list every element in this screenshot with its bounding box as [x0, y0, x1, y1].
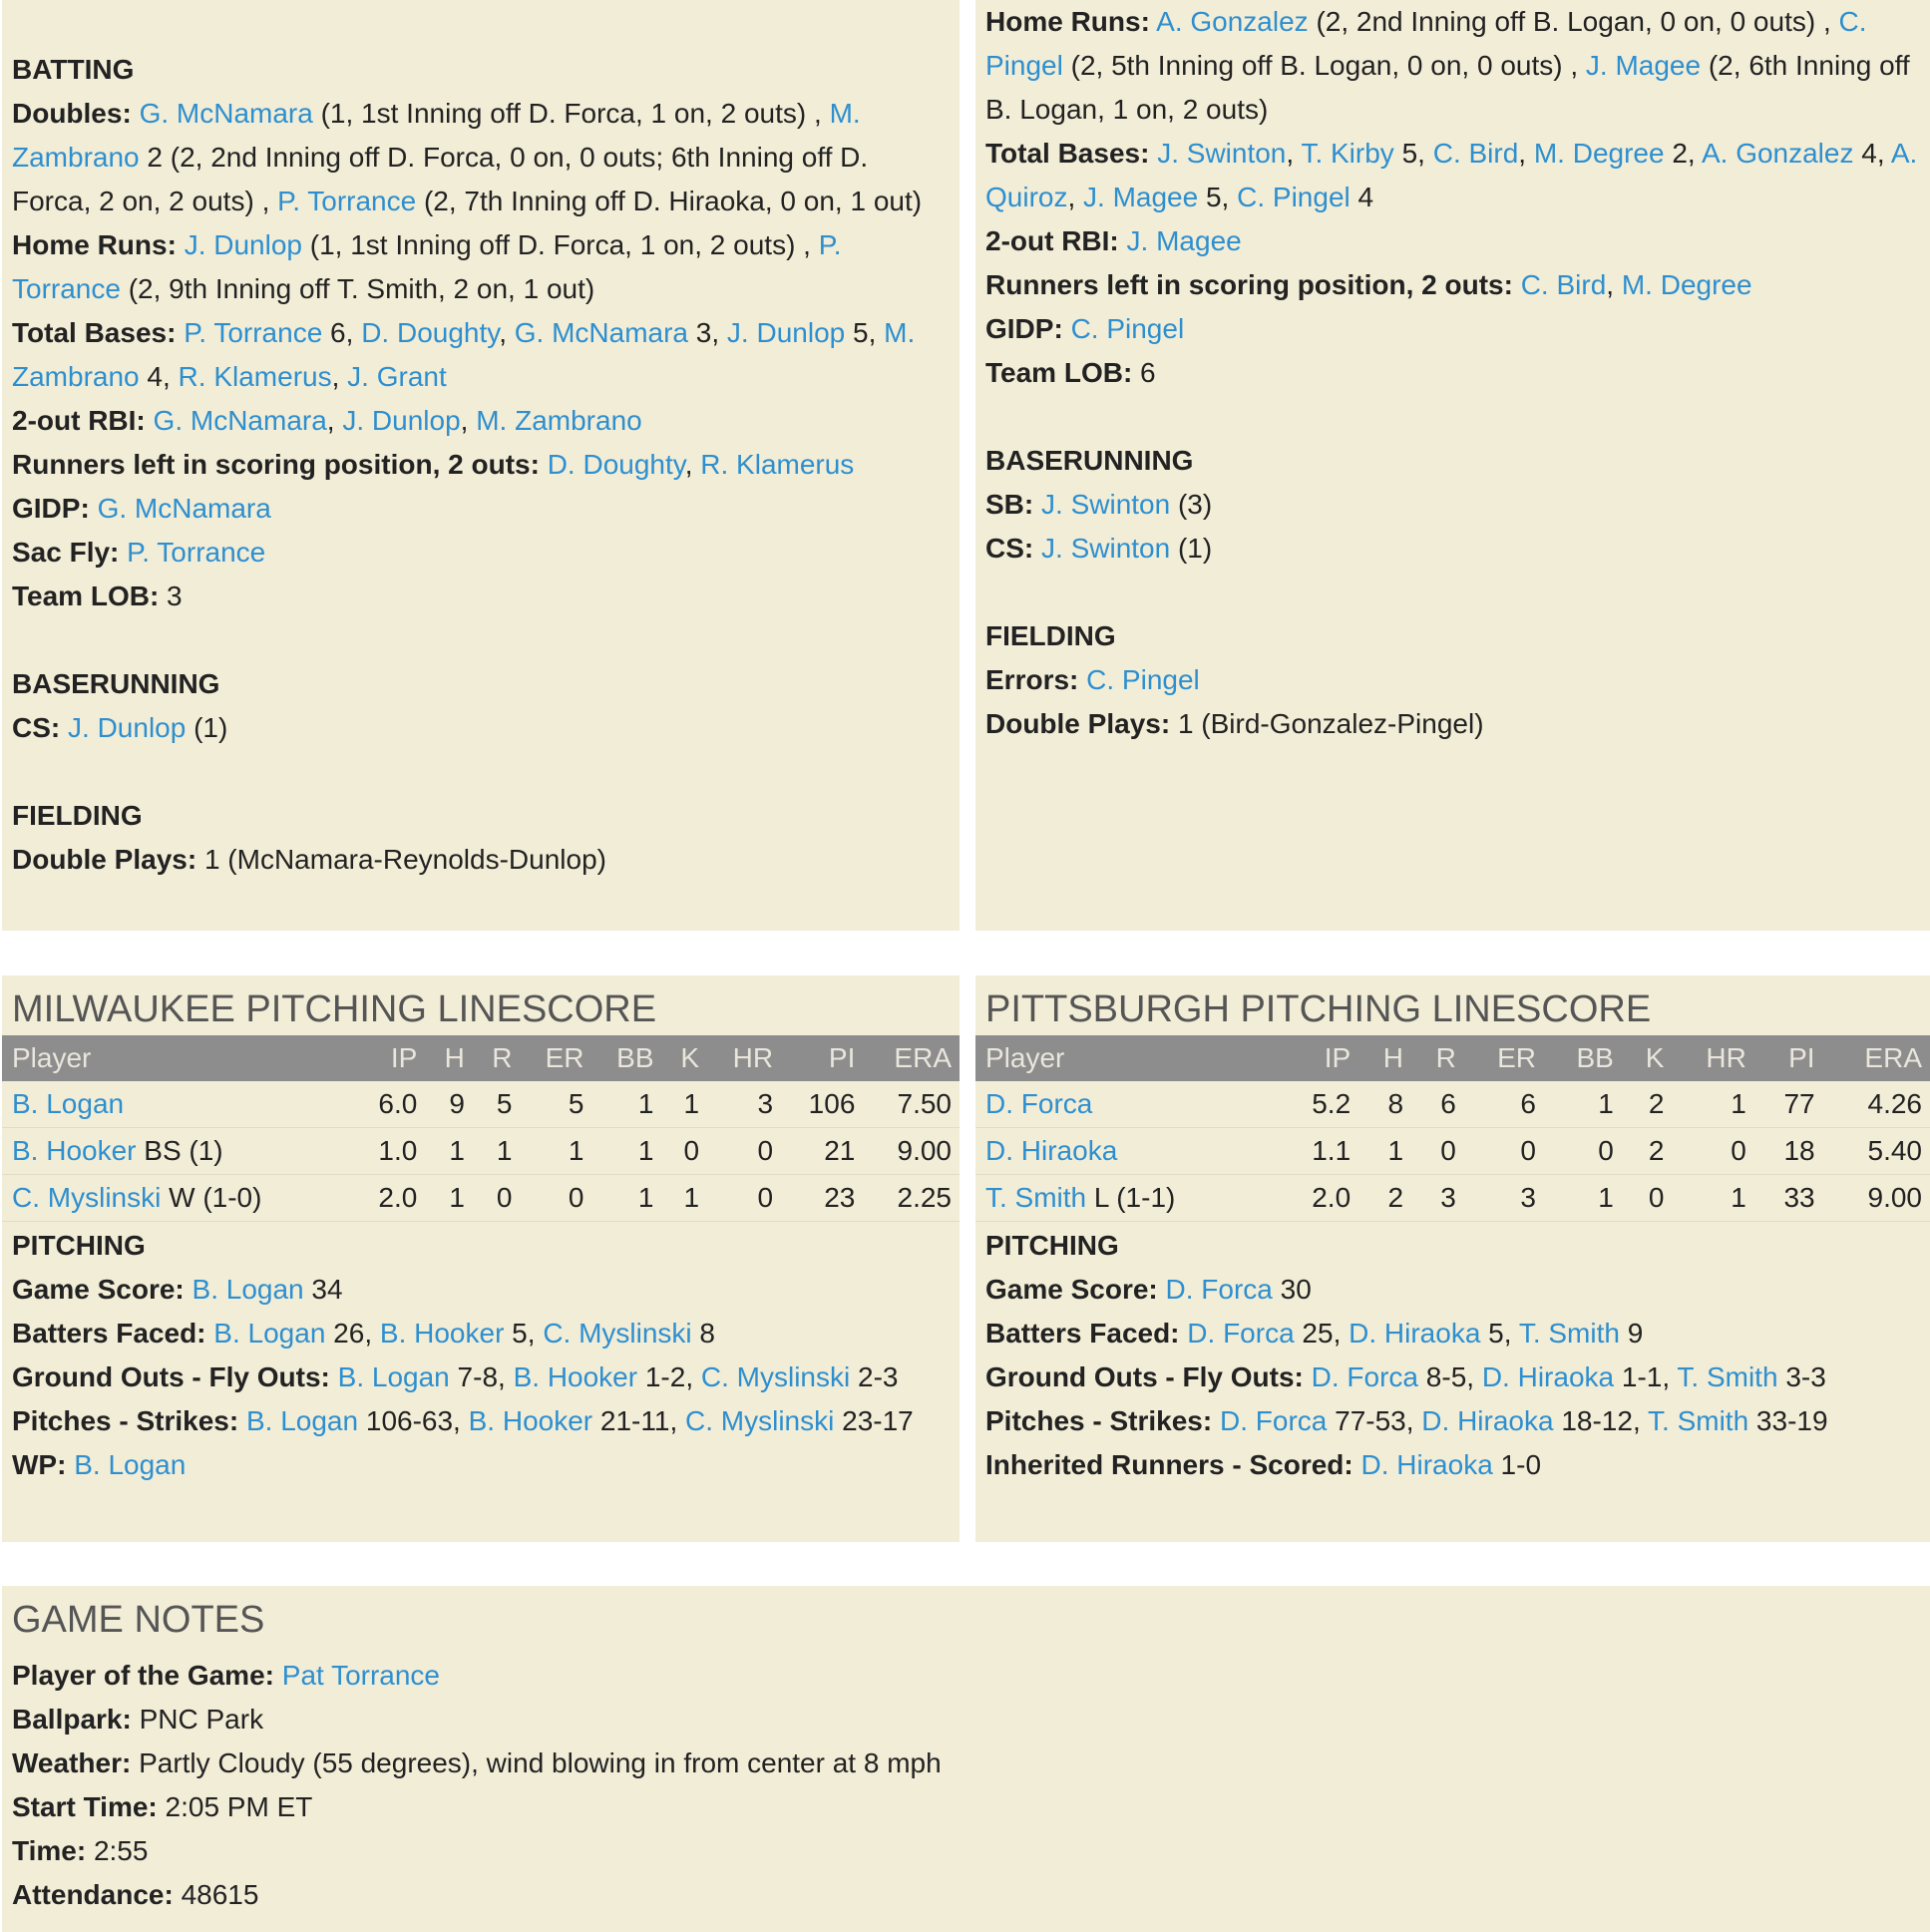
stat-cell: 106 — [781, 1081, 863, 1128]
team-lob-line: Team LOB: 6 — [985, 357, 1156, 388]
pitches-strikes-line: Pitches - Strikes: B. Logan 106-63, B. Hooker 21-11, C. Myslinski 23-17 — [12, 1405, 914, 1436]
pittsburgh-pitching-panel — [975, 975, 1930, 1542]
player-link[interactable]: T. Smith — [985, 1182, 1087, 1213]
player-cell — [975, 1175, 1279, 1222]
player-link[interactable]: J. Dunlop — [342, 405, 461, 436]
player-link[interactable]: B. Logan — [192, 1274, 304, 1305]
player-link[interactable]: T. Smith — [1677, 1361, 1778, 1392]
stat-cell: 6.0 — [353, 1081, 425, 1128]
two-out-rbi-list — [154, 405, 642, 436]
stat-cell: 1.0 — [353, 1128, 425, 1175]
stat-cell: 9.00 — [1823, 1175, 1930, 1222]
pittsburgh-pitching-title: PITTSBURGH PITCHING LINESCORE — [985, 988, 1652, 1030]
rlisp-list — [548, 449, 855, 480]
go-fo-list — [1312, 1361, 1826, 1392]
player-link[interactable]: J. Grant — [347, 361, 447, 392]
go-fo-line: Ground Outs - Fly Outs: D. Forca 8-5, D. Hiraoka 1-1, T. Smith 3-3 — [985, 1361, 1826, 1392]
home-runs-line: Home Runs: A. Gonzalez (2, 2nd Inning off B. Logan, 0 on, 0 outs) , C. Pingel (2, 5th Inning off B. Logan, 0 on, 0 outs) , J. Magee (2, 6th Inning off B. Logan, 1 on, 2 outs) — [985, 6, 1918, 125]
decision-note: BS (1) — [136, 1135, 223, 1166]
stat-cell: 1 — [1544, 1081, 1622, 1128]
game-score-list — [193, 1274, 343, 1305]
player-link[interactable]: B. Hooker — [12, 1135, 137, 1166]
rlisp-list — [1521, 269, 1752, 300]
stat-cell: 1 — [1672, 1081, 1753, 1128]
player-link[interactable]: J. Magee — [1126, 225, 1242, 256]
player-link[interactable]: R. Klamerus — [178, 361, 332, 392]
stat-cell: 5.2 — [1279, 1081, 1358, 1128]
doubles-line: Doubles: G. McNamara (1, 1st Inning off D. Forca, 1 on, 2 outs) , M. Zambrano 2 (2, 2nd Inning off D. Forca, 0 on, 0 outs; 6th Inning off D. Forca, 2 on, 2 outs) , P. Torrance (2, 7th Inning off D. Hiraoka, 0 on, 1 out) — [12, 98, 923, 216]
stat-text: 25, — [1294, 1318, 1350, 1349]
player-link[interactable]: B. Hooker — [513, 1361, 638, 1392]
player-link[interactable]: T. Kirby — [1301, 138, 1394, 169]
player-link[interactable]: C. Myslinski — [12, 1182, 162, 1213]
stat-text: 106-63, — [358, 1405, 469, 1436]
player-link[interactable]: B. Logan — [337, 1361, 450, 1392]
decision-note: W (1-0) — [161, 1182, 262, 1213]
player-link[interactable]: D. Hiraoka — [1349, 1318, 1481, 1349]
stat-cell: 23 — [781, 1175, 863, 1222]
pitching-heading: PITCHING — [985, 1230, 1119, 1261]
batters-faced-list — [213, 1318, 715, 1349]
player-link[interactable]: D. Hiraoka — [1481, 1361, 1615, 1392]
player-link[interactable]: A. Gonzalez — [1156, 6, 1309, 37]
pittsburgh-pitching-rows — [975, 1081, 1930, 1222]
column-header: HR — [707, 1035, 781, 1081]
baserunning-heading: BASERUNNING — [12, 668, 220, 699]
stat-cell: 1 — [591, 1081, 661, 1128]
player-link[interactable]: D. Hiraoka — [985, 1135, 1118, 1166]
stat-text: (2, 2nd Inning off B. Logan, 0 on, 0 outs) , — [1308, 6, 1839, 37]
two-out-rbi-line: 2-out RBI: J. Magee — [985, 225, 1242, 256]
stat-text: (1, 1st Inning off D. Forca, 1 on, 2 outs) , — [312, 98, 830, 129]
baserunning-heading: BASERUNNING — [985, 445, 1194, 476]
stat-cell: 9.00 — [863, 1128, 960, 1175]
stat-text: 2-3 — [850, 1361, 899, 1392]
stat-cell: 1 — [425, 1175, 473, 1222]
home-runs-line: Home Runs: J. Dunlop (1, 1st Inning off D. Forca, 1 on, 2 outs) , P. Torrance (2, 9th Inning off T. Smith, 2 on, 1 out) — [12, 229, 842, 304]
player-cell — [975, 1128, 1279, 1175]
stat-text: 1-1, — [1614, 1361, 1678, 1392]
player-link[interactable]: J. Dunlop — [726, 317, 846, 348]
stat-cell: 18 — [1754, 1128, 1823, 1175]
pittsburgh-pitching-table — [975, 1035, 1930, 1222]
stat-text: 2 (2, 2nd Inning off D. Forca, 0 on, 0 outs; 6th Inning off D. Forca, 2 on, 2 outs) , — [12, 142, 876, 216]
stat-text: , — [1067, 182, 1084, 212]
column-header: ERA — [1823, 1035, 1930, 1081]
stat-cell: 3 — [1464, 1175, 1544, 1222]
stat-text: 5, — [1480, 1318, 1519, 1349]
stat-text: 4 — [1350, 182, 1374, 212]
player-link[interactable]: J. Swinton — [1157, 138, 1287, 169]
start-time-line: Start Time: 2:05 PM ET — [12, 1791, 313, 1822]
table-header-row — [975, 1035, 1930, 1081]
batters-faced-line: Batters Faced: B. Logan 26, B. Hooker 5, C. Myslinski 8 — [12, 1318, 716, 1349]
milwaukee-pitching-table — [2, 1035, 960, 1222]
player-link[interactable]: G. McNamara — [97, 493, 271, 524]
stat-cell: 2 — [1358, 1175, 1411, 1222]
batters-faced-line: Batters Faced: D. Forca 25, D. Hiraoka 5, T. Smith 9 — [985, 1318, 1644, 1349]
double-plays-line: Double Plays: 1 (Bird-Gonzalez-Pingel) — [985, 708, 1484, 739]
stat-text: 2, — [1664, 138, 1702, 169]
player-link[interactable]: D. Hiraoka — [1421, 1405, 1554, 1436]
attendance-line: Attendance: 48615 — [12, 1879, 259, 1910]
rlisp-line: Runners left in scoring position, 2 outs: D. Doughty, R. Klamerus — [12, 449, 855, 480]
stat-cell: 1 — [662, 1175, 708, 1222]
stat-text: , — [499, 317, 515, 348]
stat-text: 77-53, — [1327, 1405, 1422, 1436]
inherited-runners-list — [1361, 1449, 1542, 1480]
column-header: ER — [1464, 1035, 1544, 1081]
double-plays-line: Double Plays: 1 (McNamara-Reynolds-Dunlop) — [12, 844, 606, 875]
player-link[interactable]: B. Hooker — [379, 1318, 505, 1349]
game-time-line: Time: 2:55 — [12, 1835, 149, 1866]
player-link[interactable]: P. Torrance — [184, 317, 323, 348]
stat-text: 8-5, — [1418, 1361, 1482, 1392]
player-link[interactable]: D. Doughty — [361, 317, 500, 348]
milwaukee-box-notes-panel — [2, 0, 960, 931]
player-link[interactable]: D. Forca — [1311, 1361, 1419, 1392]
go-fo-list — [338, 1361, 899, 1392]
player-link[interactable]: J. Dunlop — [184, 229, 302, 260]
stat-text: 5, — [504, 1318, 544, 1349]
stat-text: 7-8, — [449, 1361, 514, 1392]
fielding-heading: FIELDING — [12, 800, 143, 831]
stat-text: 5, — [1393, 138, 1433, 169]
player-link[interactable]: C. Myslinski — [700, 1361, 851, 1392]
stat-cell: 0 — [707, 1128, 781, 1175]
stat-cell: 1 — [1672, 1175, 1753, 1222]
player-link[interactable]: Pat Torrance — [281, 1660, 441, 1691]
stat-text: 33-19 — [1748, 1405, 1828, 1436]
game-notes-panel — [2, 1586, 1930, 1932]
stat-cell: 9 — [425, 1081, 473, 1128]
player-link[interactable]: G. McNamara — [139, 98, 313, 129]
stat-cell: 2.0 — [1279, 1175, 1358, 1222]
table-row — [2, 1175, 960, 1222]
game-score-line: Game Score: B. Logan 34 — [12, 1274, 343, 1305]
player-link[interactable]: M. Zambrano — [12, 317, 916, 392]
wild-pitch-list — [74, 1449, 186, 1480]
column-header: BB — [1544, 1035, 1622, 1081]
player-cell — [2, 1128, 353, 1175]
player-link[interactable]: D. Forca — [1219, 1405, 1328, 1436]
stat-cell: 1 — [1544, 1175, 1622, 1222]
player-link[interactable]: J. Magee — [1585, 50, 1702, 81]
player-link[interactable]: C. Myslinski — [543, 1318, 692, 1349]
stat-text: 34 — [303, 1274, 343, 1305]
player-link[interactable]: B. Logan — [74, 1449, 187, 1480]
player-link[interactable]: C. Pingel — [985, 6, 1867, 81]
pitches-strikes-list — [1220, 1405, 1828, 1436]
player-link[interactable]: P. Torrance — [277, 186, 417, 216]
stat-cell: 1 — [473, 1128, 521, 1175]
stat-text: 5, — [845, 317, 885, 348]
stat-cell: 5.40 — [1823, 1128, 1930, 1175]
fielding-heading: FIELDING — [985, 620, 1116, 651]
caught-stealing-line: CS: J. Swinton (1) — [985, 533, 1213, 564]
player-link[interactable]: J. Dunlop — [68, 712, 187, 743]
stat-cell: 21 — [781, 1128, 863, 1175]
stat-text: 6, — [322, 317, 362, 348]
player-link[interactable]: D. Forca — [1165, 1274, 1273, 1305]
game-notes-title: GAME NOTES — [12, 1599, 265, 1641]
stat-text: 8 — [691, 1318, 716, 1349]
stat-text: , — [331, 361, 348, 392]
column-header: Player — [2, 1035, 353, 1081]
stat-cell: 7.50 — [863, 1081, 960, 1128]
milwaukee-pitching-rows — [2, 1081, 960, 1222]
column-header: ERA — [863, 1035, 960, 1081]
gidp-line: GIDP: C. Pingel — [985, 313, 1185, 344]
stat-cell: 3 — [1411, 1175, 1464, 1222]
column-header: PI — [781, 1035, 863, 1081]
player-link[interactable]: A. Quiroz — [985, 138, 1918, 212]
errors-line: Errors: C. Pingel — [985, 664, 1200, 695]
player-link[interactable]: B. Logan — [213, 1318, 326, 1349]
table-row — [975, 1128, 1930, 1175]
column-header: H — [425, 1035, 473, 1081]
player-of-game-line: Player of the Game: Pat Torrance — [12, 1660, 441, 1691]
player-link[interactable]: D. Hiraoka — [1360, 1449, 1493, 1480]
stat-text: , — [684, 449, 701, 480]
stat-cell: 2 — [1622, 1128, 1673, 1175]
stat-text: 4, — [139, 361, 179, 392]
stat-text: 18-12, — [1553, 1405, 1649, 1436]
player-link[interactable]: M. Zambrano — [12, 98, 861, 173]
stat-text: 4, — [1853, 138, 1891, 169]
stat-cell: 0 — [662, 1128, 708, 1175]
stat-text: , — [1518, 138, 1534, 169]
milwaukee-pitching-title: MILWAUKEE PITCHING LINESCORE — [12, 988, 657, 1030]
player-cell — [2, 1175, 353, 1222]
stat-text: (2, 9th Inning off T. Smith, 2 on, 1 out) — [120, 273, 595, 304]
stat-text: , — [1606, 269, 1622, 300]
table-row — [2, 1081, 960, 1128]
player-link[interactable]: C. Bird — [1432, 138, 1519, 169]
player-link[interactable]: B. Hooker — [468, 1405, 593, 1436]
player-cell — [2, 1081, 353, 1128]
stat-cell: 1 — [425, 1128, 473, 1175]
stat-text: , — [326, 405, 343, 436]
player-link[interactable]: C. Myslinski — [685, 1405, 835, 1436]
milwaukee-pitching-panel — [2, 975, 960, 1542]
stat-cell: 0 — [707, 1175, 781, 1222]
stat-cell: 6 — [1464, 1081, 1544, 1128]
player-link[interactable]: C. Pingel — [1237, 182, 1351, 212]
stat-cell: 0 — [1672, 1128, 1753, 1175]
stat-cell: 1 — [591, 1175, 661, 1222]
stat-cell: 2.25 — [863, 1175, 960, 1222]
column-header: PI — [1754, 1035, 1823, 1081]
column-header: ER — [520, 1035, 591, 1081]
table-header-row — [2, 1035, 960, 1081]
stat-cell: 3 — [707, 1081, 781, 1128]
stat-cell: 5 — [520, 1081, 591, 1128]
stat-cell: 0 — [1411, 1128, 1464, 1175]
stat-cell: 2.0 — [353, 1175, 425, 1222]
player-link[interactable]: P. Torrance — [12, 229, 842, 304]
stat-cell: 1 — [591, 1128, 661, 1175]
stat-text: 26, — [325, 1318, 380, 1349]
sac-fly-line: Sac Fly: P. Torrance — [12, 537, 266, 568]
two-out-rbi-line: 2-out RBI: G. McNamara, J. Dunlop, M. Zambrano — [12, 405, 642, 436]
player-link[interactable]: C. Pingel — [1070, 313, 1185, 344]
rlisp-line: Runners left in scoring position, 2 outs: C. Bird, M. Degree — [985, 269, 1752, 300]
batting-heading: BATTING — [12, 54, 135, 85]
stat-text: 3-3 — [1777, 1361, 1826, 1392]
player-link[interactable]: J. Magee — [1083, 182, 1199, 212]
player-link[interactable]: C. Pingel — [1086, 664, 1200, 695]
column-header: K — [1622, 1035, 1673, 1081]
column-header: HR — [1672, 1035, 1753, 1081]
pittsburgh-box-notes-panel — [975, 0, 1930, 931]
stat-text: (2, 7th Inning off D. Hiraoka, 0 on, 1 out) — [416, 186, 923, 216]
stat-text: (1, 1st Inning off D. Forca, 1 on, 2 outs) , — [301, 229, 819, 260]
stat-cell: 4.26 — [1823, 1081, 1930, 1128]
column-header: BB — [591, 1035, 661, 1081]
stat-cell: 77 — [1754, 1081, 1823, 1128]
stat-cell: 1 — [662, 1081, 708, 1128]
stat-text: 3, — [688, 317, 727, 348]
doubles-list — [12, 98, 922, 216]
player-link[interactable]: B. Logan — [245, 1405, 359, 1436]
pitching-heading: PITCHING — [12, 1230, 146, 1261]
batters-faced-list — [1187, 1318, 1643, 1349]
player-link[interactable]: J. Swinton — [1041, 489, 1171, 520]
stat-text: (2, 5th Inning off B. Logan, 0 on, 0 outs) , — [1062, 50, 1586, 81]
player-link[interactable]: D. Forca — [1187, 1318, 1295, 1349]
pitches-strikes-line: Pitches - Strikes: D. Forca 77-53, D. Hiraoka 18-12, T. Smith 33-19 — [985, 1405, 1828, 1436]
team-lob-line: Team LOB: 3 — [12, 580, 183, 611]
column-header: R — [473, 1035, 521, 1081]
gidp-line: GIDP: G. McNamara — [12, 493, 271, 524]
table-row — [975, 1175, 1930, 1222]
player-link[interactable]: T. Smith — [1648, 1405, 1749, 1436]
player-link[interactable]: T. Smith — [1518, 1318, 1620, 1349]
game-score-list — [1166, 1274, 1312, 1305]
stat-text: , — [1286, 138, 1302, 169]
stat-cell: 0 — [520, 1175, 591, 1222]
column-header: IP — [1279, 1035, 1358, 1081]
pitches-strikes-list — [246, 1405, 914, 1436]
player-link[interactable]: D. Doughty — [547, 449, 685, 480]
player-link[interactable]: M. Zambrano — [476, 405, 642, 436]
weather-line: Weather: Partly Cloudy (55 degrees), wind blowing in from center at 8 mph — [12, 1747, 942, 1778]
player-link[interactable]: B. Logan — [12, 1088, 125, 1119]
stat-text: (2, 6th Inning off B. Logan, 1 on, 2 outs) — [985, 50, 1918, 125]
caught-stealing-line: CS: J. Dunlop (1) — [12, 712, 228, 743]
stat-cell: 1 — [520, 1128, 591, 1175]
stat-text: 9 — [1619, 1318, 1644, 1349]
stat-cell: 0 — [1622, 1175, 1673, 1222]
stat-text: 1-0 — [1492, 1449, 1542, 1480]
column-header: R — [1411, 1035, 1464, 1081]
table-row — [2, 1128, 960, 1175]
player-link[interactable]: A. Gonzalez — [1701, 138, 1854, 169]
player-link[interactable]: P. Torrance — [127, 537, 266, 568]
stat-cell: 0 — [1544, 1128, 1622, 1175]
player-cell — [975, 1081, 1279, 1128]
go-fo-line: Ground Outs - Fly Outs: B. Logan 7-8, B. Hooker 1-2, C. Myslinski 2-3 — [12, 1361, 899, 1392]
player-link[interactable]: D. Forca — [985, 1088, 1093, 1119]
stat-text: 23-17 — [834, 1405, 914, 1436]
column-header: H — [1358, 1035, 1411, 1081]
stat-text: 5, — [1198, 182, 1238, 212]
player-link[interactable]: M. Degree — [1533, 138, 1665, 169]
stat-cell: 0 — [1464, 1128, 1544, 1175]
stat-text: , — [460, 405, 477, 436]
player-link[interactable]: C. Bird — [1520, 269, 1607, 300]
column-header: Player — [975, 1035, 1279, 1081]
stat-text: 21-11, — [592, 1405, 685, 1436]
stat-cell: 6 — [1411, 1081, 1464, 1128]
stat-cell: 0 — [473, 1175, 521, 1222]
decision-note: L (1-1) — [1086, 1182, 1176, 1213]
table-row — [975, 1081, 1930, 1128]
stat-text: 30 — [1272, 1274, 1312, 1305]
wild-pitch-line: WP: B. Logan — [12, 1449, 187, 1480]
ballpark-line: Ballpark: PNC Park — [12, 1704, 264, 1735]
stolen-bases-line: SB: J. Swinton (3) — [985, 489, 1213, 520]
stat-cell: 5 — [473, 1081, 521, 1128]
stat-text: 1-2, — [637, 1361, 701, 1392]
column-header: K — [662, 1035, 708, 1081]
player-link[interactable]: M. Degree — [1621, 269, 1752, 300]
game-score-line: Game Score: D. Forca 30 — [985, 1274, 1312, 1305]
stat-cell: 33 — [1754, 1175, 1823, 1222]
total-bases-line: Total Bases: J. Swinton, T. Kirby 5, C. Bird, M. Degree 2, A. Gonzalez 4, A. Quiroz, J. Magee 5, C. Pingel 4 — [985, 138, 1918, 212]
player-link[interactable]: R. Klamerus — [700, 449, 855, 480]
total-bases-line: Total Bases: P. Torrance 6, D. Doughty, G. McNamara 3, J. Dunlop 5, M. Zambrano 4, R. Klamerus, J. Grant — [12, 317, 916, 392]
player-link[interactable]: G. McNamara — [153, 405, 327, 436]
inherited-runners-line: Inherited Runners - Scored: D. Hiraoka 1-0 — [985, 1449, 1542, 1480]
stat-cell: 8 — [1358, 1081, 1411, 1128]
player-link[interactable]: G. McNamara — [514, 317, 688, 348]
player-link[interactable]: J. Swinton — [1041, 533, 1171, 564]
stat-cell: 1 — [1358, 1128, 1411, 1175]
stat-cell: 2 — [1622, 1081, 1673, 1128]
column-header: IP — [353, 1035, 425, 1081]
stat-cell: 1.1 — [1279, 1128, 1358, 1175]
